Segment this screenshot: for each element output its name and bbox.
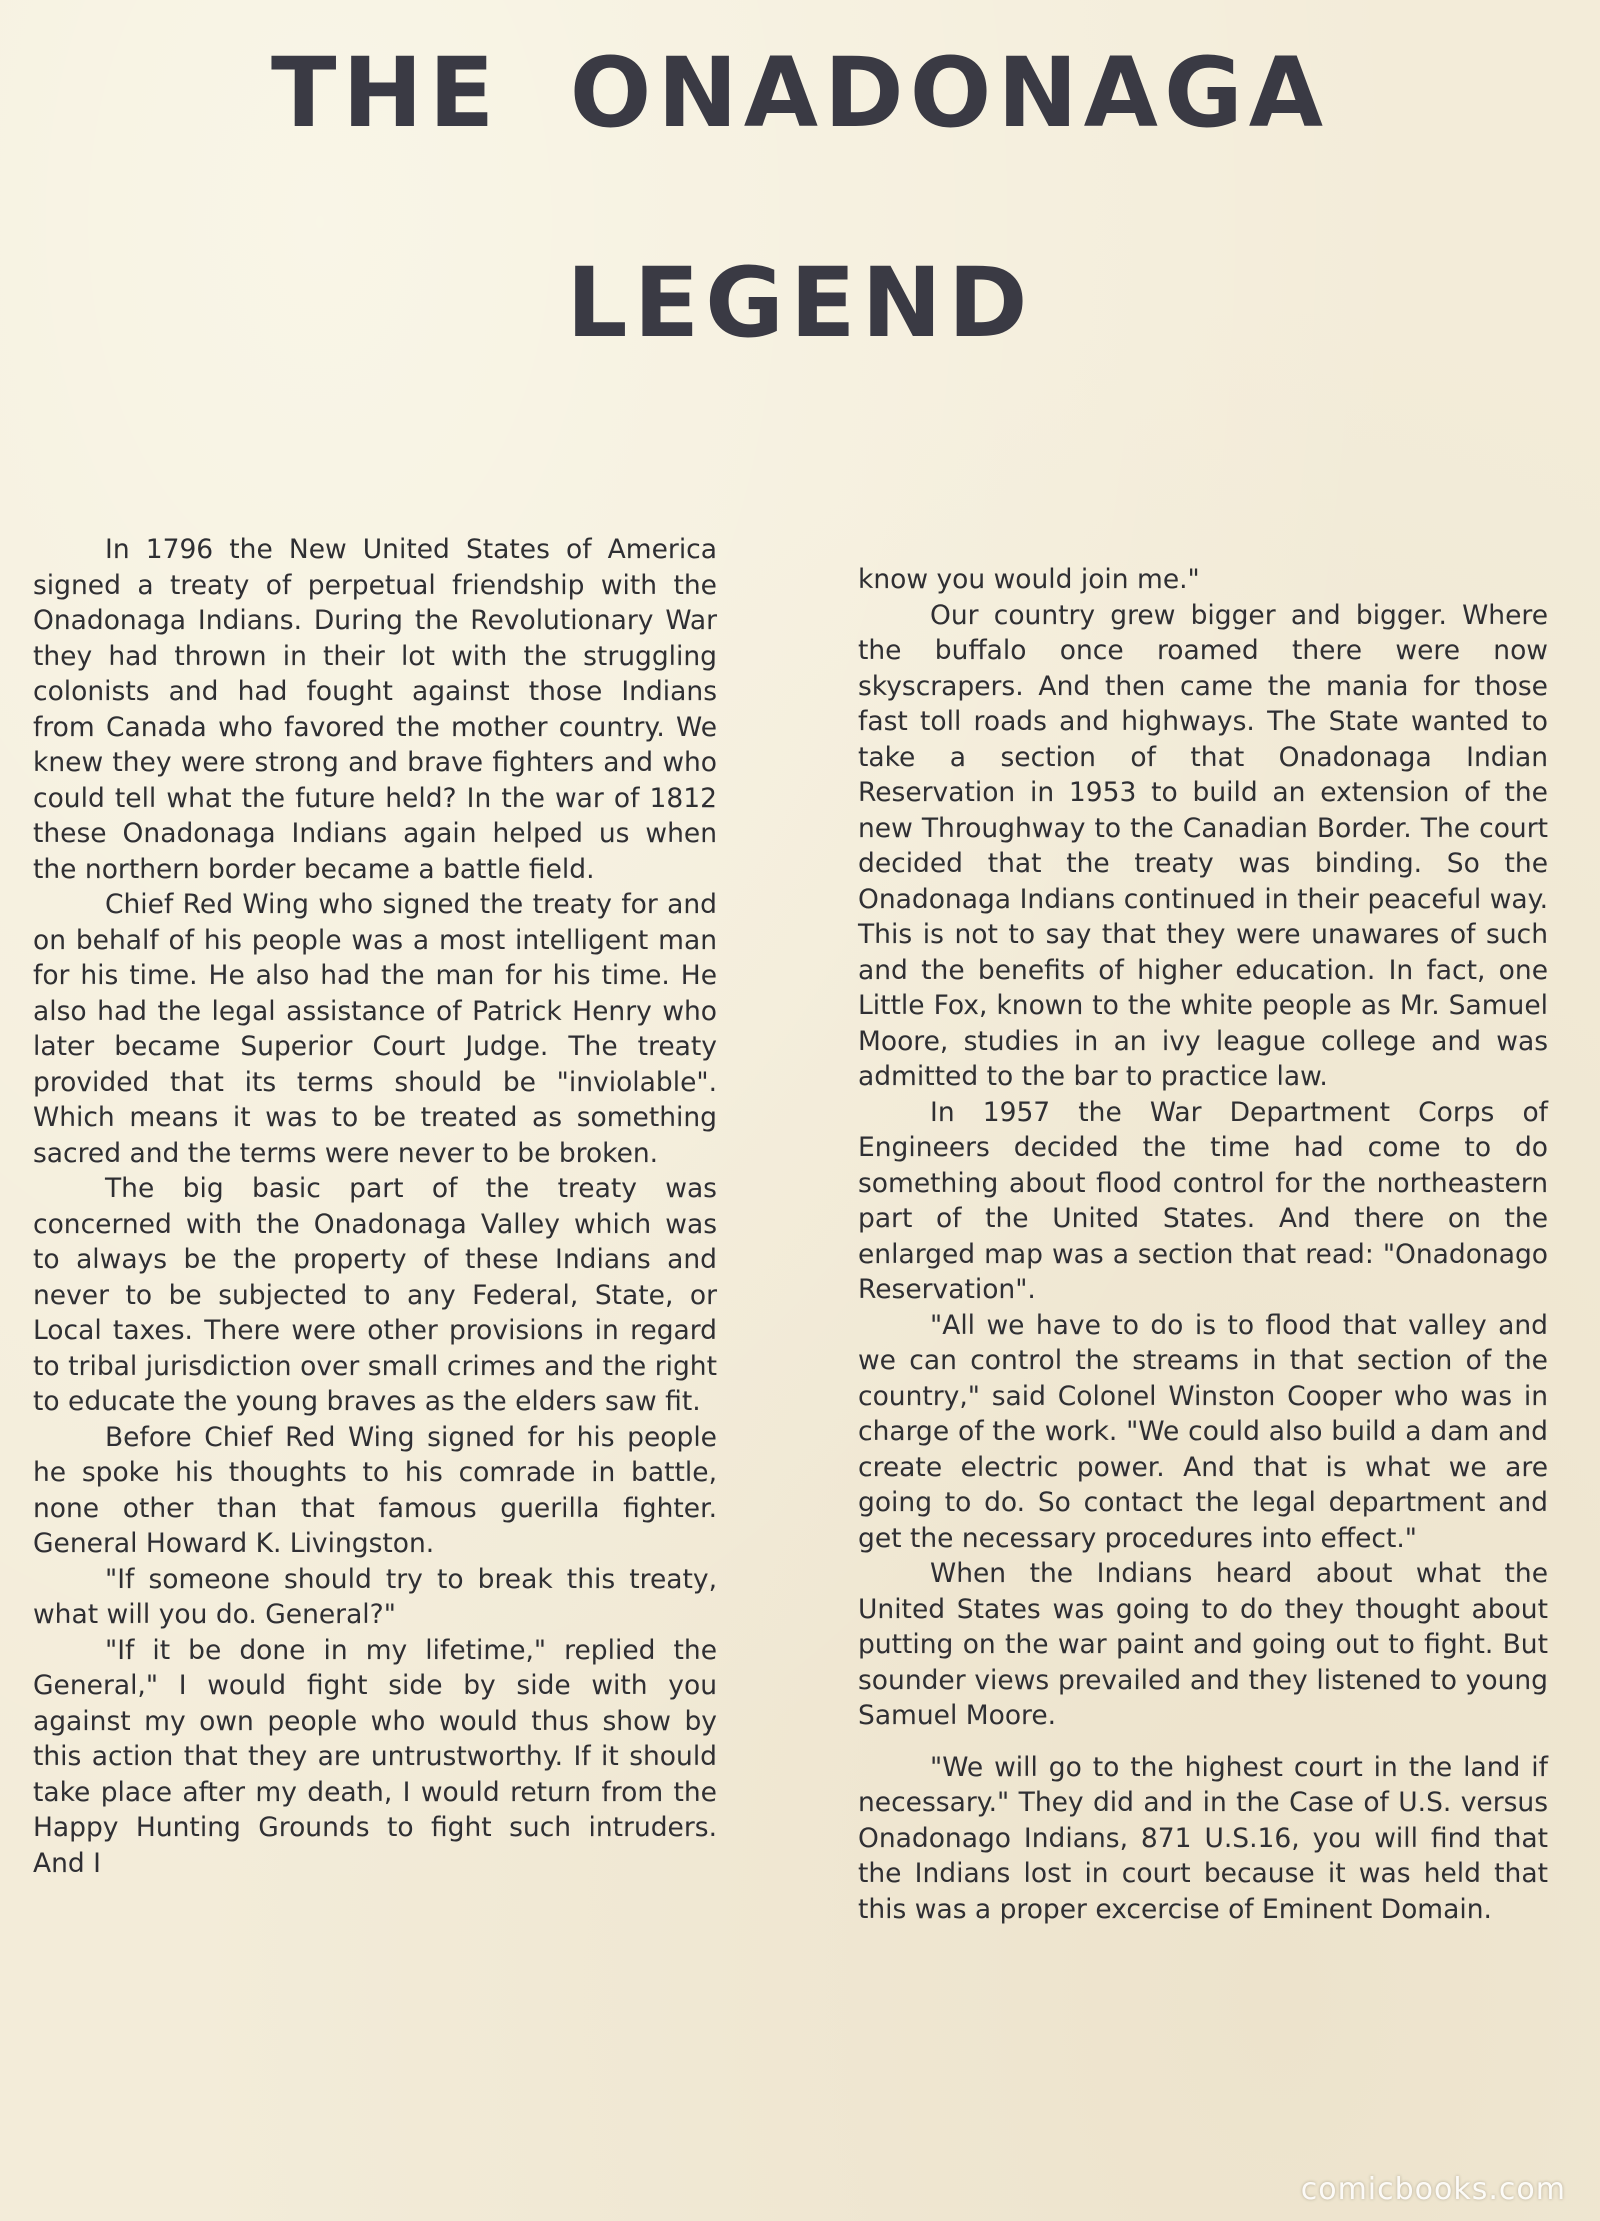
title-line-2: LEGEND [566, 247, 1034, 359]
paragraph: know you would join me." [858, 564, 1200, 595]
watermark: comicbooks.com [1300, 2172, 1566, 2207]
left-column [33, 532, 717, 1881]
paragraph: Chief Red Wing who signed the treaty for and on behalf of his people was a most intelligent man for his time. He also had the man for his time. He also had the legal assistance of Patrick Henry who later became Superior Court Judge. The treaty provided that its terms should be "inviolable". Which means it was to be treated as something sacred and the terms were never to be broken. [33, 889, 717, 1169]
paragraph: "If someone should try to break this treaty, what will you do. General?" [33, 1563, 717, 1630]
paragraph: "All we have to do is to flood that valley and we can control the streams in that section of the country," said Colonel Winston Cooper who was in charge of the work. "We could also build a dam and create electric power. And that is what we are going to do. So contact the legal department and get the necessary procedures into effect." [858, 1309, 1548, 1554]
paragraph: When the Indians heard about what the United States was going to do they thought about putting on the war paint and going out to fight. But sounder views prevailed and they listened to young Samuel Moore. [858, 1558, 1548, 1731]
paragraph: "If it be done in my lifetime," replied the General," I would fight side by side with you against my own people who would thus show by this action that they are untrustworthy. If it should take place after my death, I would return from the Happy Hunting Grounds to fight such intruders. And I [33, 1634, 717, 1879]
paragraph: Before Chief Red Wing signed for his people he spoke his thoughts to his comrade in battle, none other than that famous guerilla fighter. General Howard K. Livingston. [33, 1421, 717, 1559]
right-column [858, 562, 1548, 1927]
paragraph: Our country grew bigger and bigger. Where the buffalo once roamed there were now skyscrapers. And then came the mania for those fast toll roads and highways. The State wanted to take a section of that Onadonaga Indian Reservation in 1953 to build an extension of the new Throughway to the Canadian Border. The court decided that the treaty was binding. So the Onadonaga Indians continued in their peaceful way. This is not to say that they were unawares of such and the benefits of higher education. In fact, one Little Fox, known to the white people as Mr. Samuel Moore, studies in an ivy league college and was admitted to the bar to practice law. [858, 599, 1548, 1092]
paragraph: "We will go to the highest court in the land if necessary." They did and in the Case of U.S. versus Onadonago Indians, 871 U.S.16, you will find that the Indians lost in court because it was held that this was a proper excercise of Eminent Domain. [858, 1751, 1548, 1925]
paragraph: In 1957 the War Department Corps of Engineers decided the time had come to do something about flood control for the northeastern part of the United States. And there on the enlarged map was a section that read: "Onadonago Reservation". [858, 1096, 1548, 1305]
paragraph: In 1796 the New United States of America signed a treaty of perpetual friendship with the Onadonaga Indians. During the Revolutionary War they had thrown in their lot with the struggling colonists and had fought against those Indians from Canada who favored the mother country. We knew they were strong and brave fighters and who could tell what the future held? In the war of 1812 these Onadonaga Indians again helped us when the northern border became a battle field. [33, 534, 717, 885]
paragraph: The big basic part of the treaty was concerned with the Onadonaga Valley which was to always be the property of these Indians and never to be subjected to any Federal, State, or Local taxes. There were other provisions in regard to tribal jurisdiction over small crimes and the right to educate the young braves as the elders saw fit. [33, 1173, 717, 1417]
title-line-1: THE ONADONAGA [270, 37, 1330, 149]
